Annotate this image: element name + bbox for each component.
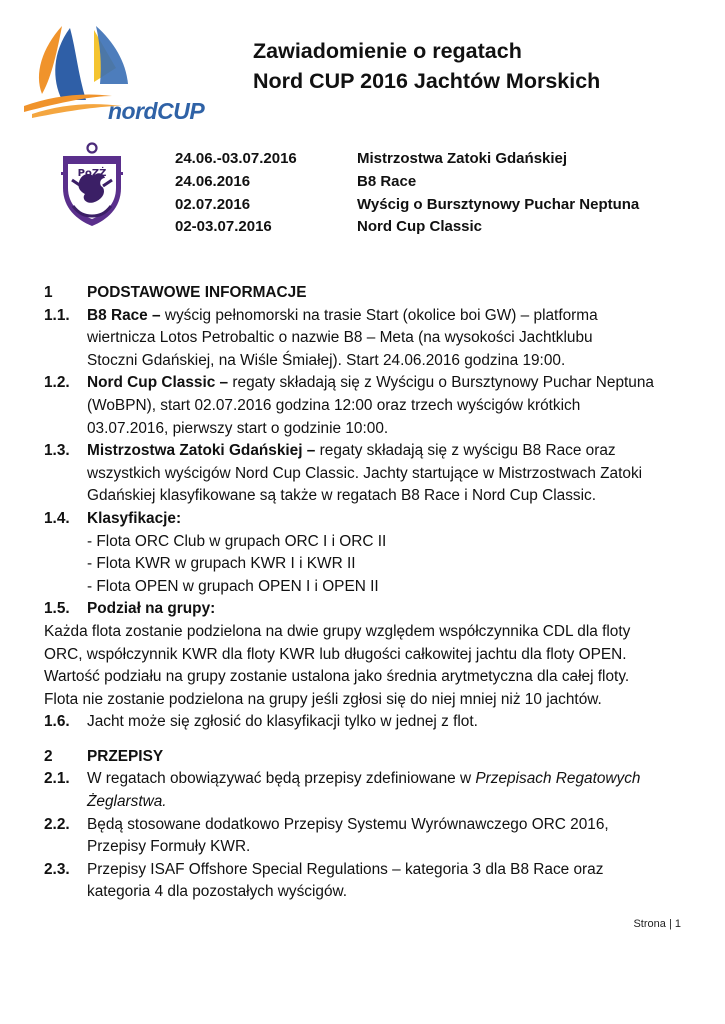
paragraph-text: Będą stosowane dodatkowo Przepisy Systemu Wyrównawczego ORC 2016, xyxy=(87,815,609,833)
emblem-text: PoZŻ xyxy=(77,168,107,179)
paragraph-1-2 xyxy=(44,372,684,395)
paragraph-number: 2.3. xyxy=(44,860,70,878)
paragraph-text: ORC, współczynnik KWR dla floty KWR lub długości całkowitej jachtu dla floty OPEN. xyxy=(44,645,627,663)
footer-label: Strona xyxy=(633,918,666,930)
paragraph-number: 1.5. xyxy=(44,600,70,618)
schedule-date: 24.06.2016 xyxy=(175,172,251,190)
paragraph-2-2 xyxy=(44,814,684,837)
paragraph-number: 1.1. xyxy=(44,306,70,324)
paragraph-2-3 xyxy=(44,859,684,882)
logo-text: nordCUP xyxy=(108,98,205,124)
paragraph-1-6 xyxy=(44,711,684,734)
paragraph-text: 03.07.2016, pierwszy start o godzinie 10:00. xyxy=(87,419,389,437)
paragraph-lead: Podział na grupy: xyxy=(87,600,216,618)
paragraph-lead: Klasyfikacje: xyxy=(87,509,182,527)
paragraph-number: 1.6. xyxy=(44,713,70,731)
section-number: 2 xyxy=(44,747,53,765)
schedule-date: 02-03.07.2016 xyxy=(175,218,272,236)
paragraph-number: 1.3. xyxy=(44,442,70,460)
section-1-heading xyxy=(44,282,684,305)
list-item: - Flota OPEN w grupach OPEN I i OPEN II xyxy=(87,577,379,595)
paragraph-text: Gdańskiej klasyfikowane są także w regatach B8 Race i Nord Cup Classic. xyxy=(87,487,596,505)
paragraph-text: Przepisy Formuły KWR. xyxy=(87,838,251,856)
paragraph-number: 1.4. xyxy=(44,509,70,527)
nordcup-logo xyxy=(22,22,205,124)
page-number: 1 xyxy=(674,918,681,930)
section-title: PRZEPISY xyxy=(87,747,164,765)
paragraph-text: (WoBPN), start 02.07.2016 godzina 12:00 oraz trzech wyścigów krótkich xyxy=(87,396,581,414)
paragraph-italic: Żeglarstwa. xyxy=(87,793,167,811)
section-2-heading xyxy=(44,746,684,769)
paragraph-text: Flota nie zostanie podzielona na grupy jeśli zgłosi się do niej mniej niż 10 jachtów. xyxy=(44,690,602,708)
pozz-emblem-icon xyxy=(55,142,129,228)
schedule-date: 02.07.2016 xyxy=(175,195,251,213)
document-title xyxy=(253,36,600,96)
paragraph-1-1 xyxy=(44,305,684,328)
paragraph-text: W regatach obowiązywać będą przepisy zdefiniowane w xyxy=(87,770,476,788)
paragraph-1-3 xyxy=(44,440,684,463)
schedule-event: B8 Race xyxy=(357,172,417,190)
paragraph-2-1 xyxy=(44,768,684,791)
schedule-event: Wyścig o Bursztynowy Puchar Neptuna xyxy=(357,195,640,213)
footer-separator: | xyxy=(668,918,672,930)
paragraph-text: wiertnicza Lotos Petrobaltic o nazwie B8 – Meta (na wysokości Jachtklubu xyxy=(87,329,593,347)
paragraph-lead: Nord Cup Classic – xyxy=(87,374,229,392)
paragraph-number: 1.2. xyxy=(44,374,70,392)
schedule-date: 24.06.-03.07.2016 xyxy=(175,150,297,167)
paragraph-text: Wartość podziału na grupy zostanie ustalona jako średnia arytmetyczna dla całej floty. xyxy=(44,668,630,686)
list-item: - Flota ORC Club w grupach ORC I i ORC II xyxy=(87,532,387,550)
schedule-event: Mistrzostwa Zatoki Gdańskiej xyxy=(357,150,568,167)
paragraph-text: Stoczni Gdańskiej, na Wiśle Śmiałej). Start 24.06.2016 godzina 19:00. xyxy=(87,351,566,369)
paragraph-text: regaty składają się z wyścigu B8 Race oraz xyxy=(315,442,616,460)
section-number: 1 xyxy=(44,284,53,301)
paragraph-text: Jacht może się zgłosić do klasyfikacji tylko w jednej z flot. xyxy=(87,713,478,731)
list-item: - Flota KWR w grupach KWR I i KWR II xyxy=(87,555,356,573)
document-body xyxy=(44,282,684,904)
paragraph-text: regaty składają się z Wyścigu o Bursztynowy Puchar Neptuna xyxy=(228,374,654,392)
title-line-2: Nord CUP 2016 Jachtów Morskich xyxy=(253,69,601,93)
schedule-event: Nord Cup Classic xyxy=(357,218,483,236)
paragraph-italic: Przepisach Regatowych xyxy=(475,770,641,788)
paragraph-number: 2.1. xyxy=(44,770,70,788)
paragraph-text: Każda flota zostanie podzielona na dwie grupy względem współczynnika CDL dla floty xyxy=(44,622,631,640)
section-title: PODSTAWOWE INFORMACJE xyxy=(87,284,307,301)
paragraph-1-4 xyxy=(44,508,684,531)
page-footer xyxy=(633,918,681,930)
paragraph-text: wszystkich wyścigów Nord Cup Classic. Jachty startujące w Mistrzostwach Zatoki xyxy=(87,464,643,482)
paragraph-number: 2.2. xyxy=(44,815,70,833)
paragraph-text: kategoria 4 dla pozostałych wyścigów. xyxy=(87,883,348,901)
paragraph-lead: Mistrzostwa Zatoki Gdańskiej – xyxy=(87,442,316,460)
paragraph-lead: B8 Race – xyxy=(87,306,161,324)
title-line-1: Zawiadomienie o regatach xyxy=(253,39,522,63)
paragraph-1-5 xyxy=(44,598,684,621)
paragraph-text: Przepisy ISAF Offshore Special Regulations – kategoria 3 dla B8 Race oraz xyxy=(87,860,604,878)
paragraph-text: wyścig pełnomorski na trasie Start (okolice boi GW) – platforma xyxy=(160,306,598,324)
